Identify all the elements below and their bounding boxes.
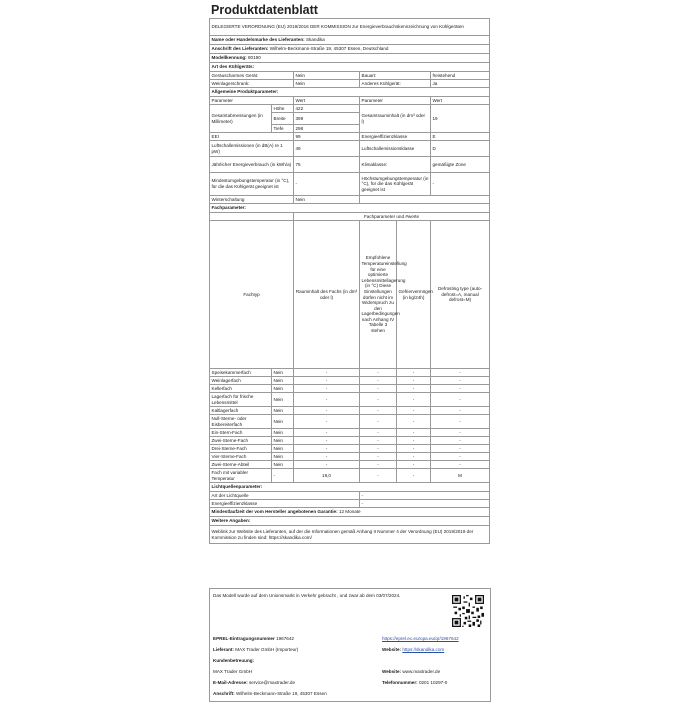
tel-value: 0201 10297-0 [418, 680, 448, 685]
compartment-volume: - [294, 407, 360, 415]
compartment-present: Nein [272, 429, 294, 437]
param-label: Klimaklasse: [360, 157, 431, 173]
compartment-row [210, 393, 490, 407]
compartment-freeze: - [397, 437, 431, 445]
compartment-present: Nein [272, 437, 294, 445]
website-link[interactable]: https://skandika.com [402, 647, 445, 652]
param-value: gemäßigte Zone [431, 157, 490, 173]
compartment-name: Vier-Sterne-Fach [210, 453, 272, 461]
compartment-freeze: - [397, 415, 431, 429]
compartment-defrost: - [431, 385, 490, 393]
type-value: Nein [294, 80, 360, 88]
compartment-defrost: - [431, 415, 490, 429]
param-label: Luftschallemissionen (in dB(A) re 1 pW) [210, 141, 294, 157]
general-header: Allgemeine Produktparameter: [210, 88, 490, 97]
compartment-volume: 19,0 [294, 469, 360, 483]
compartment-defrost: - [431, 377, 490, 385]
dim-name: Tiefe [272, 125, 294, 133]
compartment-defrost: - [431, 429, 490, 437]
warranty-row: Mindestlaufzeit der vom Hersteller angebotenen Garantie: 12 Monate [210, 508, 490, 517]
compartment-name: Ein-Stern-Fach [210, 429, 272, 437]
compartment-volume: - [294, 369, 360, 377]
compartment-temp: - [360, 461, 397, 469]
compartment-name: Zwei-Sterne-Fach [210, 437, 272, 445]
compartment-present: - [272, 469, 294, 483]
comp-temp-head: Empfohlene Temperatureinstellung für eine optimierte Lebensmittellagerung (in °C) Diese Einstellungen dürfen nicht im Widerspruch zu den Lagerbedingungen nach Anhang IV Tabelle 3 stehen [360, 221, 397, 369]
compartment-volume: - [294, 415, 360, 429]
comp-freeze-head: Gefriervermögen (in kg/24h) [397, 221, 431, 369]
compartment-temp: - [360, 453, 397, 461]
param-head: Wert [294, 97, 360, 105]
type-label: Bauart: [360, 72, 431, 80]
lieferant-row: Lieferant: MAX Trader GmbH (Importeur) [213, 647, 299, 652]
compartment-present: Nein [272, 461, 294, 469]
dim-value: 422 [294, 105, 360, 113]
light-label: Art der Lichtquelle [210, 492, 360, 500]
param-label: Energieeffizienzklasse [360, 133, 431, 141]
light-value: - [360, 492, 490, 500]
comp-type-head: Fachtyp [210, 221, 294, 369]
supplier-row: Name oder Handelsmarke des Lieferanten: Skandika [210, 36, 490, 45]
param-head: Wert [431, 97, 490, 105]
more-header: Weitere Angaben: [210, 517, 490, 526]
dim-name: Breite [272, 113, 294, 125]
comp-vol-head: Rauminhalt des Fachs (in dm³ oder l) [294, 221, 360, 369]
type-label: Weinlagerschrank: [210, 80, 294, 88]
kunden-web-row: Website: www.maxtrader.de [382, 669, 441, 674]
weblink-row: Weblink zur Website des Lieferanten, auf der die Informationen gemäß Anhang II Nummer 4 der Verordnung (EU) 2019/2019 der Kommission zu finden sind: https://skandika.com/ [210, 526, 490, 544]
volume-label: Gesamtrauminhalt (in dm³ oder l) [360, 105, 431, 133]
light-label: Energieeffizienzklasse [210, 500, 360, 508]
dim-name: Höhe [272, 105, 294, 113]
compartment-present: Nein [272, 385, 294, 393]
compartment-freeze: - [397, 385, 431, 393]
compartment-name: Zwei-Sterne-Abteil [210, 461, 272, 469]
compartment-temp: - [360, 385, 397, 393]
compartment-freeze: - [397, 377, 431, 385]
address-row: Anschrift des Lieferanten: Wilhelm-Beckmann-Straße 19, 45307 Essen, Deutschland [210, 45, 490, 54]
compartment-volume: - [294, 385, 360, 393]
compartment-freeze: - [397, 369, 431, 377]
compartment-temp: - [360, 445, 397, 453]
compartment-temp: - [360, 393, 397, 407]
compartment-defrost: - [431, 393, 490, 407]
compartment-row [210, 469, 490, 483]
compartment-freeze: - [397, 393, 431, 407]
light-value: - [360, 500, 490, 508]
compartment-temp: - [360, 437, 397, 445]
tel-row: Telefonnummer: 0201 10297-0 [382, 680, 448, 685]
compartment-temp: - [360, 377, 397, 385]
eprel-link[interactable]: https://eprel.ec.europa.eu/qr/1967642 [382, 636, 459, 641]
compartment-defrost: - [431, 445, 490, 453]
compartment-present: Nein [272, 377, 294, 385]
regulation-text: DELEGIERTE VERORDNUNG (EU) 2019/2016 DER KOMMISSION zur Energieverbrauchskennzeichnung von Kühlgeräten [210, 19, 490, 36]
param-value: 75 [294, 157, 360, 173]
compartment-name: Kellerfach [210, 385, 272, 393]
compartment-freeze: - [397, 445, 431, 453]
type-label: Anderes Kühlgerät: [360, 80, 431, 88]
compartment-defrost: - [431, 453, 490, 461]
compartment-name: Null-Sterne- oder Eisbereiterfach [210, 415, 272, 429]
param-label: Jährlicher Energieverbrauch (in kWh/a) [210, 157, 294, 173]
compartment-present: Nein [272, 407, 294, 415]
param-value: E [431, 133, 490, 141]
param-label: Luftschallemissionsklasse [360, 141, 431, 157]
compartment-freeze: - [397, 453, 431, 461]
compartment-row [210, 461, 490, 469]
kunden-name: MAX Trader GmbH [213, 669, 253, 674]
datasheet-table [209, 18, 490, 544]
volume-value: 19 [431, 105, 490, 133]
param-value: Nein [294, 196, 360, 204]
param-label: Winterschaltung [210, 196, 294, 204]
type-label: Geräuscharmes Gerät: [210, 72, 294, 80]
compartment-row [210, 385, 490, 393]
compartment-defrost: - [431, 461, 490, 469]
light-header: Lichtquellenparameter: [210, 483, 490, 492]
compartment-name: Fach mit variabler Temperatur [210, 469, 272, 483]
compartment-volume: - [294, 377, 360, 385]
compartment-temp: - [360, 369, 397, 377]
placed-text: Das Modell wurde auf dem Unionsmarkt in Verkehr gebracht , und zwar ab dem 03/07/2024. [213, 593, 401, 598]
model-row: Modellkennung: 80190 [210, 54, 490, 63]
compartment-volume: - [294, 429, 360, 437]
compartment-temp: - [360, 469, 397, 483]
compartment-present: Nein [272, 453, 294, 461]
compartment-freeze: - [397, 469, 431, 483]
param-value: - [431, 173, 490, 196]
param-label: Mindestumgebungstemperatur (in °C), für die das Kühlgerät geeignet ist [210, 173, 294, 196]
kunden-web-value[interactable]: www.maxtrader.de [402, 669, 441, 674]
email-value[interactable]: service@maxtrader.de [249, 680, 296, 685]
compartment-present: Nein [272, 393, 294, 407]
compartment-row [210, 453, 490, 461]
type-value: Nein [294, 72, 360, 80]
param-label: EEI [210, 133, 294, 141]
compartment-present: Nein [272, 369, 294, 377]
compartment-row [210, 369, 490, 377]
param-head: Parameter [210, 97, 294, 105]
compartment-present: Nein [272, 445, 294, 453]
compartment-row [210, 445, 490, 453]
compartment-freeze: - [397, 407, 431, 415]
param-value: - [294, 173, 360, 196]
type-header: Art des Kühlgeräts: [210, 63, 490, 72]
comp-header: Fachparameter: [210, 204, 490, 213]
param-value: D [431, 141, 490, 157]
empty-cell [360, 196, 490, 204]
compartment-defrost: - [431, 437, 490, 445]
email-row: E-Mail-Adresse: service@maxtrader.de [213, 680, 296, 685]
compartment-freeze: - [397, 461, 431, 469]
compartment-temp: - [360, 415, 397, 429]
compartment-defrost: M [431, 469, 490, 483]
compartment-temp: - [360, 429, 397, 437]
compartment-name: Drei-Sterne-Fach [210, 445, 272, 453]
param-label: Höchstumgebungstemperatur (in °C), für die das Kühlgerät geeignet ist [360, 173, 431, 196]
compartment-present: Nein [272, 415, 294, 429]
compartment-name: Speisekammerfach [210, 369, 272, 377]
compartment-name: Lagerfach für frische Lebensmittel [210, 393, 272, 407]
compartment-row [210, 415, 490, 429]
dim-value: 298 [294, 125, 360, 133]
type-value: Ja [431, 80, 490, 88]
website-row: Website: https://skandika.com [382, 647, 445, 652]
kunden-label: Kundenbetreuung: [213, 658, 255, 663]
anschrift-row: Anschrift: Wilhelm-Beckmann-Straße 19, 45307 Essen [213, 691, 327, 696]
eprel-row: EPREL-Eintragungsnummer 1967642 [213, 636, 294, 641]
weblink-url[interactable]: https://skandika.com/ [268, 534, 312, 540]
compartment-defrost: - [431, 407, 490, 415]
page-title: Produktdatenblatt [211, 3, 318, 17]
empty-cell [210, 213, 294, 221]
compartment-defrost: - [431, 369, 490, 377]
compartment-rows [210, 369, 490, 483]
compartment-row [210, 437, 490, 445]
footer-box [209, 588, 491, 702]
qr-code-icon[interactable] [452, 595, 484, 627]
dim-value: 399 [294, 113, 360, 125]
compartment-freeze: - [397, 429, 431, 437]
type-value: freistehend [431, 72, 490, 80]
compartment-temp: - [360, 407, 397, 415]
compartment-name: Weinlagerfach [210, 377, 272, 385]
compartment-volume: - [294, 437, 360, 445]
compartment-volume: - [294, 461, 360, 469]
compartment-row [210, 429, 490, 437]
compartment-volume: - [294, 445, 360, 453]
compartment-row [210, 407, 490, 415]
param-value: 99 [294, 133, 360, 141]
compartment-volume: - [294, 453, 360, 461]
comp-group-head: Fachparameter und #werte [294, 213, 490, 221]
param-head: Parameter [360, 97, 431, 105]
compartment-name: Kaltlagerfach [210, 407, 272, 415]
compartment-volume: - [294, 393, 360, 407]
compartment-row [210, 377, 490, 385]
comp-defrost-head: Defrosting type (auto-defrost=A, manual defrost=M) [431, 221, 490, 369]
param-value: 49 [294, 141, 360, 157]
dims-label: Gesamtabmessungen (in Millimeter) [210, 105, 272, 133]
